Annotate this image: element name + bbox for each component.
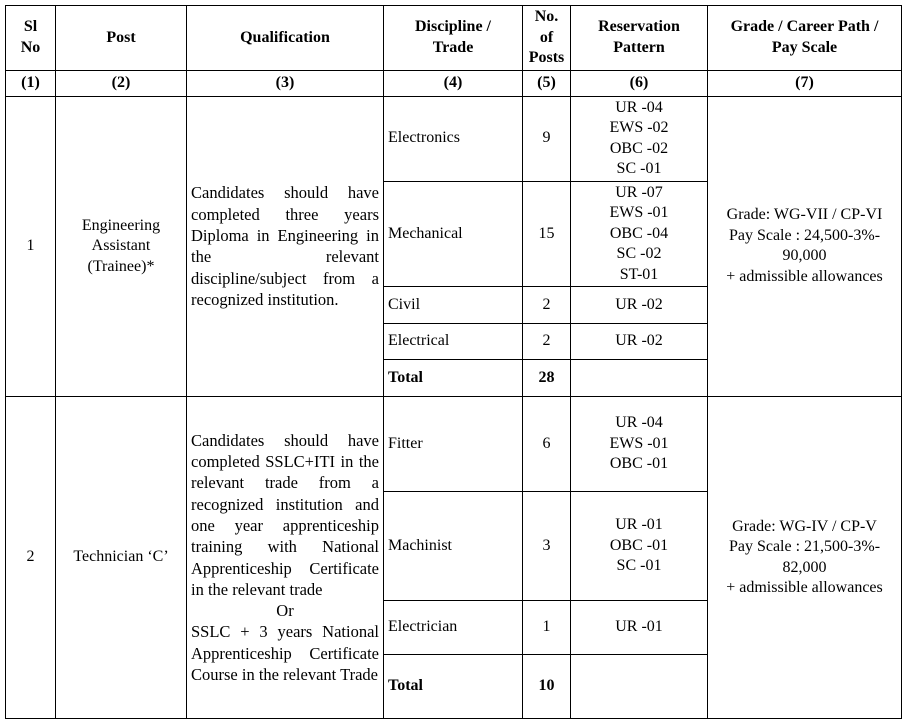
qualification-text: Candidates should have completed SSLC+ITI in the relevant trade from a recognized institution and one year apprenticeship training with National Apprenticeship Certificate in the relevant trade [191,430,379,599]
discipline-cell: Mechanical [384,181,523,287]
grade-pay-cell: Grade: WG-IV / CP-V Pay Scale : 21,500-3%- 82,000 + admissible allowances [708,397,902,719]
column-number: (5) [523,70,571,96]
header-sl-no: Sl No [6,6,56,71]
discipline-cell: Civil [384,287,523,324]
column-number: (1) [6,70,56,96]
posts-cell: 1 [523,601,571,655]
posts-cell: 9 [523,96,571,181]
grade-pay-cell: Grade: WG-VII / CP-VI Pay Scale : 24,500-3%- 90,000 + admissible allowances [708,96,902,397]
header-discipline: Discipline / Trade [384,6,523,71]
header-posts: No. of Posts [523,6,571,71]
column-number-row [6,70,902,96]
posts-cell: 2 [523,287,571,324]
reservation-cell: UR -01 OBC -01 SC -01 [571,492,708,601]
reservation-cell: UR -02 [571,287,708,324]
column-number: (7) [708,70,902,96]
discipline-cell: Electrician [384,601,523,655]
reservation-cell: UR -07 EWS -01 OBC -04 SC -02 ST-01 [571,181,708,287]
total-label: Total [384,360,523,397]
posts-cell: 15 [523,181,571,287]
column-number: (3) [187,70,384,96]
posts-cell: 2 [523,324,571,360]
post-name: Engineering Assistant (Trainee)* [56,96,187,397]
reservation-cell: UR -02 [571,324,708,360]
column-number: (4) [384,70,523,96]
qualification-text-alt: SSLC + 3 years National Apprenticeship Certificate Course in the relevant Trade [191,622,379,684]
post-name: Technician ‘C’ [56,397,187,719]
qualification-text: Candidates should have completed three years Diploma in Engineering in the relevant discipline/subject from a recognized institution. [187,96,384,397]
header-qualification: Qualification [187,6,384,71]
header-grade: Grade / Career Path / Pay Scale [708,6,902,71]
header-reservation: Reservation Pattern [571,6,708,71]
empty-cell [571,360,708,397]
table-row [6,96,902,181]
posts-cell: 6 [523,397,571,492]
total-value: 10 [523,655,571,719]
empty-cell [571,655,708,719]
discipline-cell: Electronics [384,96,523,181]
total-value: 28 [523,360,571,397]
reservation-cell: UR -04 EWS -02 OBC -02 SC -01 [571,96,708,181]
sl-number: 2 [6,397,56,719]
qualification-or: Or [276,601,294,621]
recruitment-table [5,5,902,719]
discipline-cell: Electrical [384,324,523,360]
discipline-cell: Fitter [384,397,523,492]
header-row [6,6,902,71]
column-number: (2) [56,70,187,96]
qualification-cell [187,397,384,719]
total-label: Total [384,655,523,719]
sl-number: 1 [6,96,56,397]
column-number: (6) [571,70,708,96]
table-row [6,397,902,492]
reservation-cell: UR -04 EWS -01 OBC -01 [571,397,708,492]
posts-cell: 3 [523,492,571,601]
discipline-cell: Machinist [384,492,523,601]
reservation-cell: UR -01 [571,601,708,655]
header-post: Post [56,6,187,71]
